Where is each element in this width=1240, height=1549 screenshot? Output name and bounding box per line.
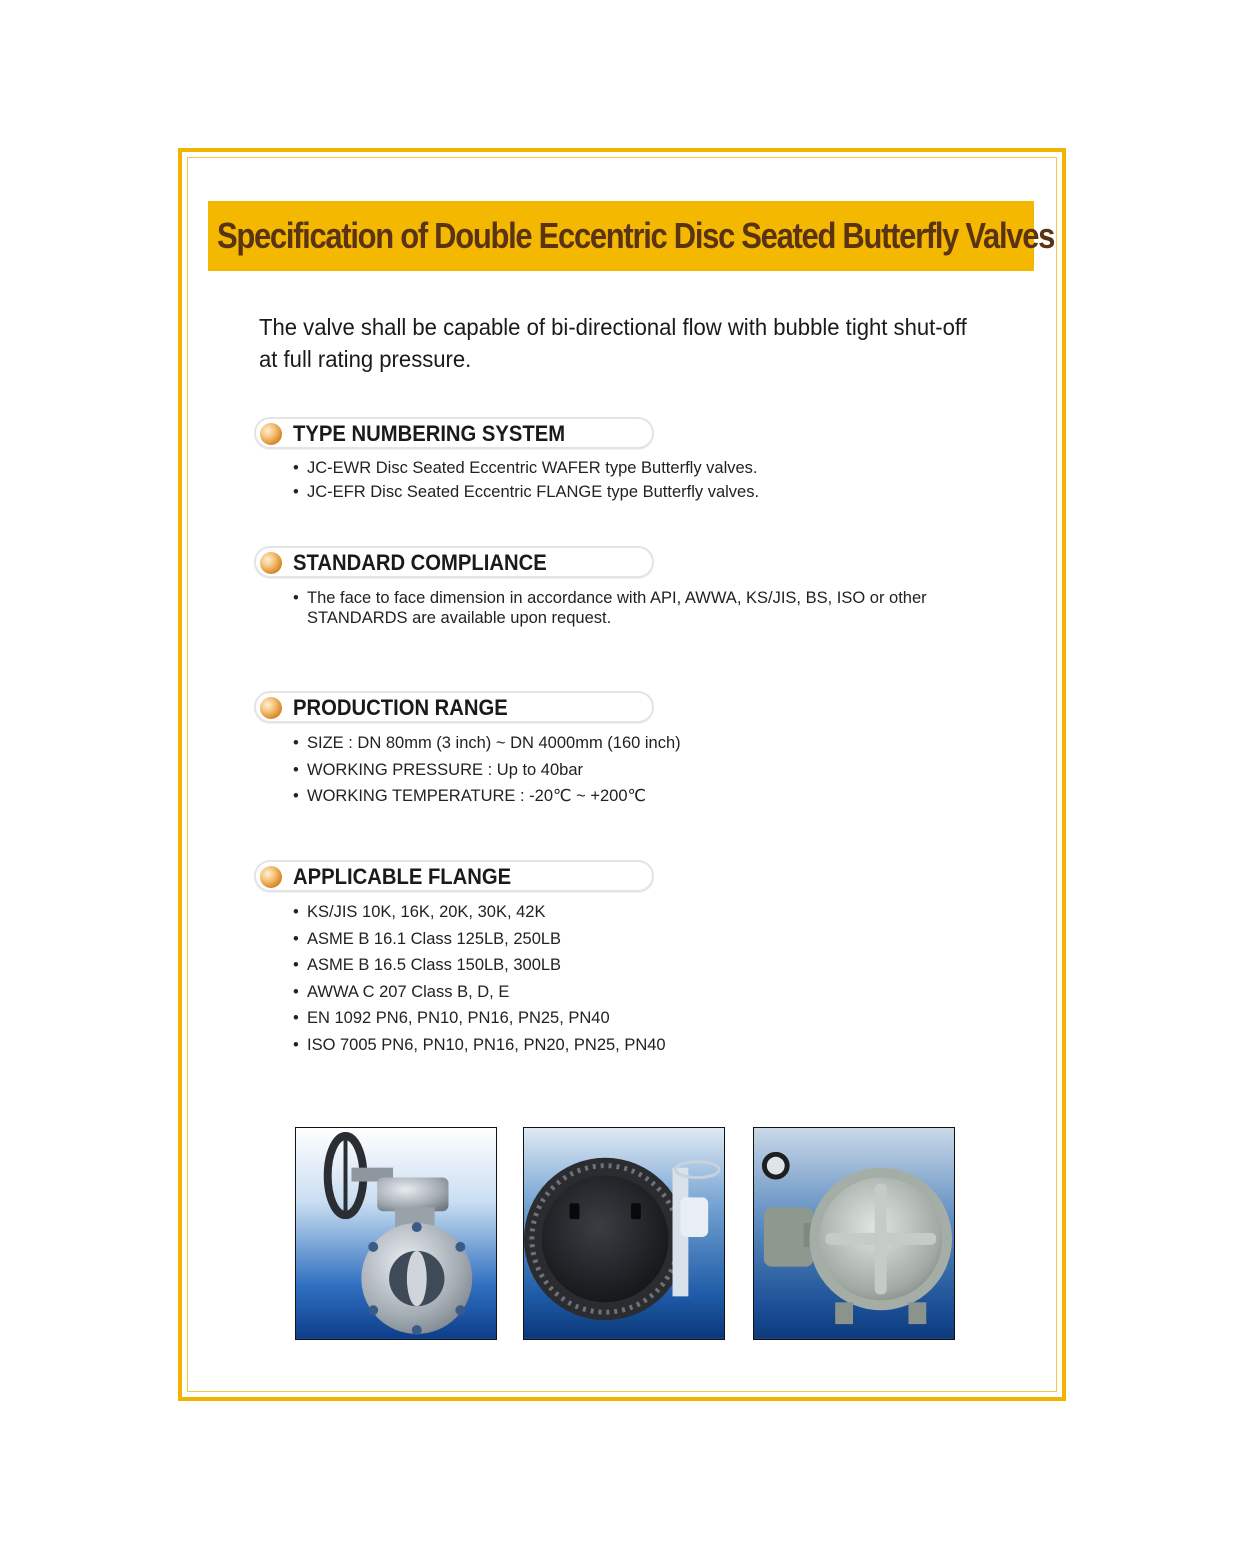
double-flanged-valve-with-gearbox-photo	[753, 1127, 955, 1340]
list-item: • AWWA C 207 Class B, D, E	[293, 979, 666, 1006]
list-item: • ASME B 16.1 Class 125LB, 250LB	[293, 926, 666, 953]
list-item: • JC-EFR Disc Seated Eccentric FLANGE type Butterfly valves.	[293, 480, 759, 504]
list-item: • WORKING TEMPERATURE : -20℃ ~ +200℃	[293, 783, 681, 810]
section-heading-type-numbering	[254, 417, 654, 449]
section-heading-label: APPLICABLE FLANGE	[293, 864, 512, 889]
orange-ball-icon	[260, 697, 282, 719]
section-heading-label: TYPE NUMBERING SYSTEM	[293, 421, 566, 446]
page-title: Specification of Double Eccentric Disc Seated Butterfly Valves	[217, 215, 1055, 256]
lug-valve-illustration	[296, 1128, 496, 1339]
section-heading-applicable-flange	[254, 860, 654, 892]
orange-ball-icon	[260, 423, 282, 445]
section-heading-standard-compliance	[254, 546, 654, 578]
intro-paragraph: The valve shall be capable of bi-directional flow with bubble tight shut-off at full rating pressure.	[259, 314, 967, 372]
double-flanged-valve-illustration	[754, 1128, 954, 1339]
list-item: • EN 1092 PN6, PN10, PN16, PN25, PN40	[293, 1005, 666, 1032]
orange-ball-icon	[260, 552, 282, 574]
standard-compliance-list	[293, 588, 957, 628]
section-heading-label: PRODUCTION RANGE	[293, 695, 508, 720]
list-item: • The face to face dimension in accordance with API, AWWA, KS/JIS, BS, ISO or other STANDARDS are available upon request.	[293, 588, 957, 628]
list-item: • KS/JIS 10K, 16K, 20K, 30K, 42K	[293, 899, 666, 926]
list-item: • ISO 7005 PN6, PN10, PN16, PN20, PN25, PN40	[293, 1032, 666, 1059]
orange-ball-icon	[260, 866, 282, 888]
large-flanged-valve-black-disc-photo	[523, 1127, 725, 1340]
title-bar	[208, 201, 1055, 271]
list-item: • ASME B 16.5 Class 150LB, 300LB	[293, 952, 666, 979]
section-heading-label: STANDARD COMPLIANCE	[293, 550, 547, 575]
flanged-valve-illustration	[524, 1128, 724, 1339]
list-item: • JC-EWR Disc Seated Eccentric WAFER type Butterfly valves.	[293, 456, 759, 480]
list-item: • SIZE : DN 80mm (3 inch) ~ DN 4000mm (160 inch)	[293, 730, 681, 757]
applicable-flange-list	[293, 899, 666, 1059]
production-range-list	[293, 730, 681, 810]
lug-valve-with-handwheel-photo	[295, 1127, 497, 1340]
list-item: • WORKING PRESSURE : Up to 40bar	[293, 757, 681, 784]
type-numbering-list	[293, 456, 759, 504]
section-heading-production-range	[254, 691, 654, 723]
